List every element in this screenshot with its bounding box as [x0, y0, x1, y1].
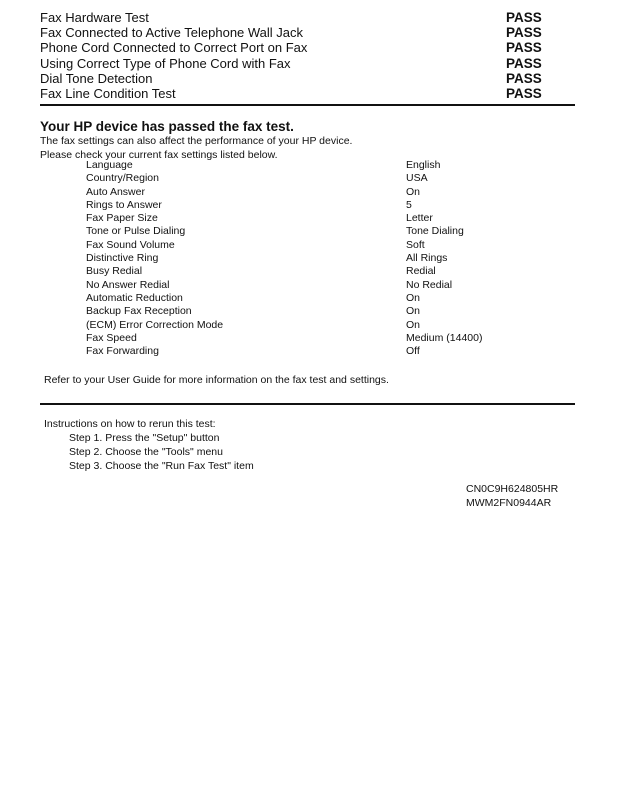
setting-label: Busy Redial	[86, 265, 143, 278]
test-name: Fax Hardware Test	[40, 10, 149, 25]
setting-label: Distinctive Ring	[86, 252, 159, 265]
instructions-heading: Instructions on how to rerun this test:	[44, 418, 216, 430]
setting-row	[86, 252, 516, 265]
setting-value: On	[406, 291, 421, 304]
setting-row	[86, 225, 516, 238]
setting-row	[86, 239, 516, 252]
test-name: Phone Cord Connected to Correct Port on Fax	[40, 40, 308, 56]
setting-row	[86, 186, 516, 199]
setting-value: Medium (14400)	[406, 331, 483, 344]
setting-row	[86, 319, 516, 332]
instruction-step: Step 3. Choose the "Run Fax Test" item	[69, 460, 254, 472]
setting-row	[86, 212, 516, 225]
test-row	[40, 25, 610, 40]
test-name: Fax Connected to Active Telephone Wall Jack	[40, 25, 304, 41]
summary-heading: Your HP device has passed the fax test.	[40, 119, 294, 134]
setting-label: (ECM) Error Correction Mode	[86, 318, 224, 331]
setting-value: On	[406, 305, 421, 318]
refer-note: Refer to your User Guide for more information on the fax test and settings.	[44, 374, 389, 386]
test-results	[40, 10, 610, 101]
setting-value: Tone Dialing	[406, 225, 464, 238]
setting-value: No Redial	[406, 278, 453, 291]
setting-label: Fax Sound Volume	[86, 238, 175, 251]
setting-row	[86, 292, 516, 305]
setting-label: Auto Answer	[86, 185, 145, 198]
test-row	[40, 40, 610, 55]
setting-label: Fax Paper Size	[86, 212, 158, 225]
test-row	[40, 71, 610, 86]
divider-top	[40, 104, 575, 106]
setting-row	[86, 332, 516, 345]
test-status: PASS	[506, 25, 542, 41]
test-row	[40, 86, 610, 101]
setting-value: 5	[406, 198, 412, 211]
setting-value: Soft	[406, 238, 425, 251]
setting-label: Backup Fax Reception	[86, 305, 192, 318]
test-row	[40, 56, 610, 71]
fax-settings-list	[86, 159, 516, 358]
setting-row	[86, 345, 516, 358]
summary-line: Please check your current fax settings listed below.	[40, 149, 278, 161]
setting-label: Language	[86, 159, 133, 171]
serial-number: MWM2FN0944AR	[466, 497, 552, 509]
instruction-step: Step 2. Choose the "Tools" menu	[69, 446, 223, 458]
test-status: PASS	[506, 10, 542, 25]
test-name: Dial Tone Detection	[40, 70, 153, 86]
setting-row	[86, 305, 516, 318]
test-summary	[40, 119, 600, 162]
test-name: Fax Line Condition Test	[40, 85, 176, 101]
setting-value: Redial	[406, 265, 436, 278]
setting-label: Automatic Reduction	[86, 291, 183, 304]
setting-value: English	[406, 159, 441, 171]
setting-row	[86, 279, 516, 292]
setting-value: On	[406, 318, 421, 331]
setting-value: Off	[406, 345, 420, 358]
instruction-step: Step 1. Press the "Setup" button	[69, 432, 220, 444]
setting-value: Letter	[406, 212, 433, 225]
setting-value: USA	[406, 172, 428, 185]
setting-label: Fax Forwarding	[86, 345, 159, 358]
setting-row	[86, 159, 516, 172]
setting-label: Rings to Answer	[86, 198, 162, 211]
setting-value: On	[406, 185, 421, 198]
setting-label: Tone or Pulse Dialing	[86, 225, 186, 238]
test-name: Using Correct Type of Phone Cord with Fax	[40, 55, 291, 71]
test-status: PASS	[506, 70, 542, 86]
rerun-instructions	[44, 417, 254, 473]
serial-number: CN0C9H624805HR	[466, 483, 559, 495]
summary-line: The fax settings can also affect the performance of your HP device.	[40, 135, 353, 147]
test-row	[40, 10, 610, 25]
setting-label: Country/Region	[86, 172, 159, 185]
setting-row	[86, 199, 516, 212]
test-status: PASS	[506, 40, 542, 56]
setting-label: No Answer Redial	[86, 278, 170, 291]
setting-row	[86, 172, 516, 185]
setting-value: All Rings	[406, 252, 448, 265]
divider-bottom	[40, 403, 575, 405]
serial-numbers	[466, 482, 558, 510]
setting-row	[86, 265, 516, 278]
test-status: PASS	[506, 55, 542, 71]
setting-label: Fax Speed	[86, 331, 137, 344]
test-status: PASS	[506, 85, 542, 101]
